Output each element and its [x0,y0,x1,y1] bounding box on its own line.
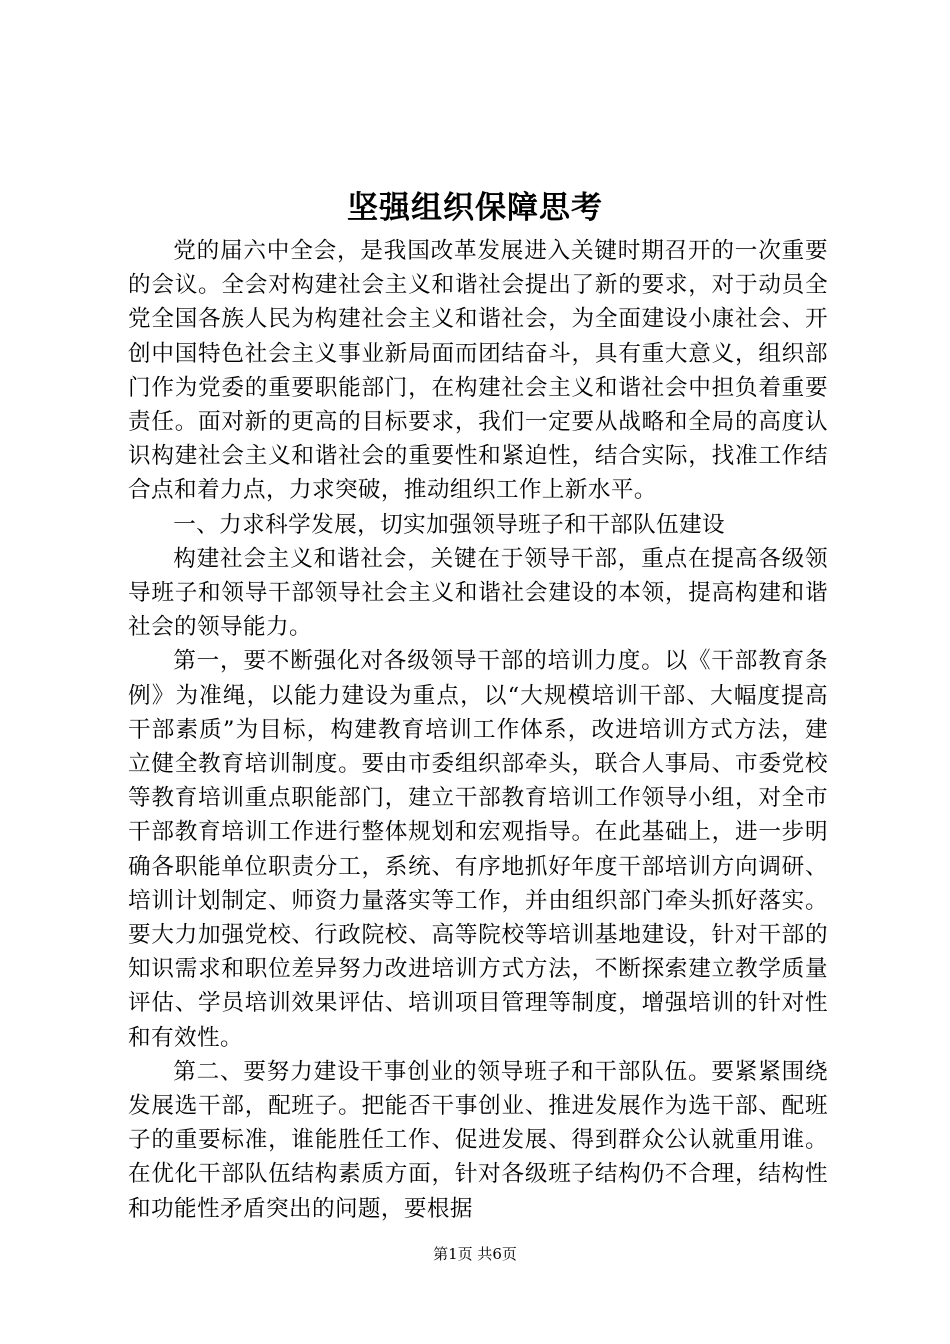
document-title: 坚强组织保障思考 [347,190,603,226]
document-body [128,234,828,1226]
section-heading-1: 一、力求科学发展，切实加强领导班子和干部队伍建设 [173,511,726,538]
paragraph-intro: 党的届六中全会，是我国改革发展进入关键时期召开的一次重要的会议。全会对构建社会主义和谐社会提出了新的要求，对于动员全党全国各族人民为构建社会主义和谐社会，为全面建设小康社会、开创中国特色社会主义事业新局面而团结奋斗，具有重大意义，组织部门作为党委的重要职能部门，在构建社会主义和谐社会中担负着重要责任。面对新的更高的目标要求，我们一定要从战略和全局的高度认识构建社会主义和谐社会的重要性和紧迫性，结合实际，找准工作结合点和着力点，力求突破，推动组织工作上新水平。 [128,238,828,504]
page-footer: 第1页 共6页 [433,1245,517,1263]
paragraph-first-point: 第一，要不断强化对各级领导干部的培训力度。以《干部教育条例》为准绳，以能力建设为重点，以“大规模培训干部、大幅度提高干部素质”为目标，构建教育培训工作体系，改进培训方式方法，建立健全教育培训制度。要由市委组织部牵头，联合人事局、市委党校等教育培训重点职能部门，建立干部教育培训工作领导小组，对全市干部教育培训工作进行整体规划和宏观指导。在此基础上，进一步明确各职能单位职责分工，系统、有序地抓好年度干部培训方向调研、培训计划制定、师资力量落实等工作，并由组织部门牵头抓好落实。要大力加强党校、行政院校、高等院校等培训基地建设，针对干部的知识需求和职位差异努力改进培训方式方法，不断探索建立教学质量评估、学员培训效果评估、培训项目管理等制度，增强培训的针对性和有效性。 [128,648,828,1051]
paragraph-second-point: 第二、要努力建设干事创业的领导班子和干部队伍。要紧紧围绕发展选干部，配班子。把能否干事创业、推进发展作为选干部、配班子的重要标准，谁能胜任工作、促进发展、得到群众公认就重用谁。在优化干部队伍结构素质方面，针对各级班子结构仍不合理，结构性和功能性矛盾突出的问题，要根据 [128,1058,828,1222]
paragraph-section-1: 构建社会主义和谐社会，关键在于领导干部，重点在提高各级领导班子和领导干部领导社会主义和谐社会建设的本领，提高构建和谐社会的领导能力。 [128,545,828,641]
